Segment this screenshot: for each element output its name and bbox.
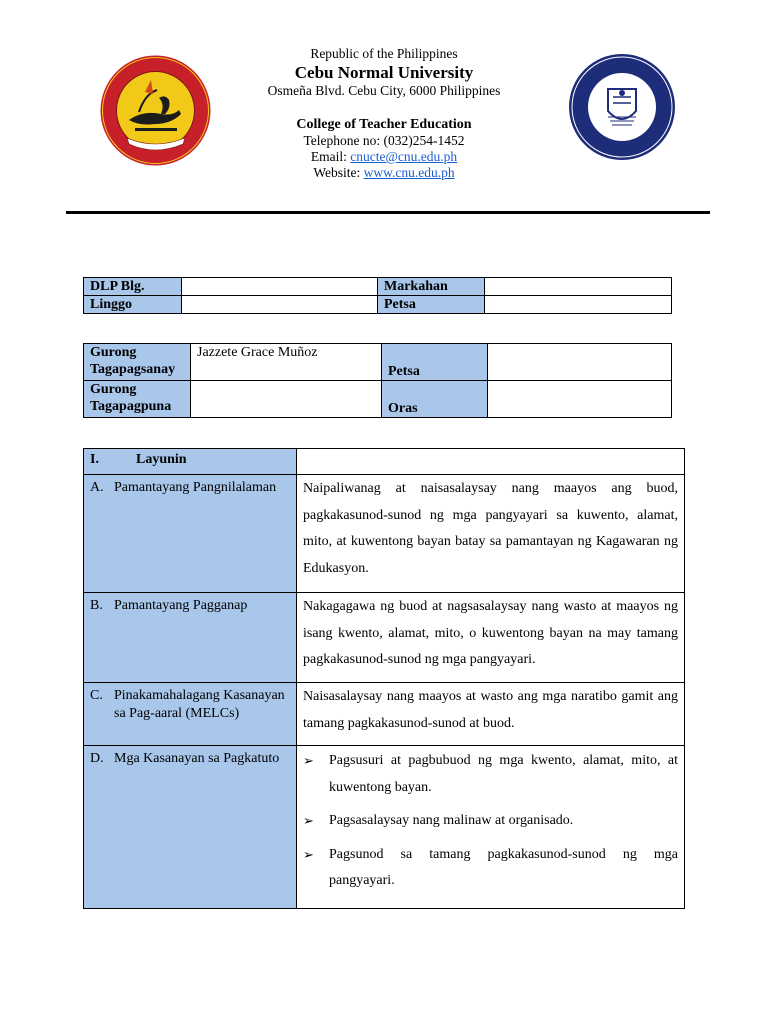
arrow-bullet-icon: ➢ xyxy=(303,753,314,768)
row-letter: B. xyxy=(90,598,103,613)
header-rule xyxy=(66,211,710,214)
table-row xyxy=(84,475,685,593)
table-row xyxy=(84,593,685,683)
arrow-bullet-icon: ➢ xyxy=(303,846,314,862)
row-label-text: Pinakamahalagang Kasanayan sa Pag-aaral (MELCs) xyxy=(114,688,285,721)
row-body xyxy=(297,746,685,909)
gurong-tagapagsanay-value: Jazzete Grace Muñoz xyxy=(191,344,382,381)
section-title: Layunin xyxy=(136,452,187,467)
row-letter: C. xyxy=(90,688,103,703)
college-name: College of Teacher Education xyxy=(296,117,472,132)
teacher-info-table xyxy=(83,343,672,418)
row-body: Naisasalaysay nang maayos at wasto ang mga naratibo gamit ang tamang pagkakasunod-sunod at buod. xyxy=(297,683,685,746)
arrow-bullet-icon: ➢ xyxy=(303,813,314,828)
letterhead xyxy=(200,46,568,181)
row-label xyxy=(84,593,297,683)
email-line xyxy=(200,149,568,165)
dlp-info-table xyxy=(83,277,672,314)
linggo-value xyxy=(182,296,378,314)
markahan-value xyxy=(485,278,672,296)
college-of-teacher-education-seal xyxy=(568,53,676,161)
list-item xyxy=(303,748,678,801)
oras-value xyxy=(488,381,672,418)
gurong-tagapagpuna-label: Gurong Tagapagpuna xyxy=(84,381,191,418)
row-label-text: Mga Kasanayan sa Pagkatuto xyxy=(114,751,280,766)
list-item-text: Pagsasalaysay nang malinaw at organisado. xyxy=(329,813,574,828)
list-item xyxy=(303,808,678,835)
row-letter: D. xyxy=(90,751,104,766)
petsa-value xyxy=(488,344,672,381)
row-body: Naipaliwanag at naisasalaysay nang maayos ang buod, pagkakasunod-sunod ng mga pangyayari sa kuwento, alamat, mito, at kuwentong bayan batay sa pamantayan ng Kagawaran ng Edukasyon. xyxy=(297,475,685,593)
petsa-label: Petsa xyxy=(378,296,485,314)
row-label-text: Pamantayang Pangnilalaman xyxy=(114,480,277,495)
table-row xyxy=(84,449,685,475)
table-row xyxy=(84,746,685,909)
republic-line: Republic of the Philippines xyxy=(310,46,458,61)
table-row xyxy=(84,381,672,418)
row-label-text: Pamantayang Pagganap xyxy=(114,598,248,613)
telephone-line: Telephone no: (032)254-1452 xyxy=(303,133,465,148)
website-line xyxy=(200,165,568,181)
petsa-label: Petsa xyxy=(382,344,488,381)
email-link[interactable]: cnucte@cnu.edu.ph xyxy=(350,149,458,164)
university-name: Cebu Normal University xyxy=(294,63,474,82)
gurong-tagapagsanay-label: Gurong Tagapagsanay xyxy=(84,344,191,381)
section-number: I. xyxy=(90,452,99,467)
petsa-value xyxy=(485,296,672,314)
table-row xyxy=(84,683,685,746)
linggo-label: Linggo xyxy=(84,296,182,314)
dlp-blg-label: DLP Blg. xyxy=(84,278,182,296)
list-item xyxy=(303,842,678,895)
row-label xyxy=(84,683,297,746)
section-header-blank xyxy=(297,449,685,475)
website-link[interactable]: www.cnu.edu.ph xyxy=(363,165,455,180)
university-address: Osmeña Blvd. Cebu City, 6000 Philippines xyxy=(267,83,501,98)
website-label: Website: xyxy=(313,165,361,180)
dlp-blg-value xyxy=(182,278,378,296)
table-row xyxy=(84,296,672,314)
row-body: Nakagagawa ng buod at nagsasalaysay nang wasto at maayos ng isang kwento, alamat, mito, o kuwentong bayan na may tamang pagkakasunod-sunod ng mga pangyayari. xyxy=(297,593,685,683)
list-item-text: Pagsunod sa tamang pagkakasunod-sunod ng mga pangyayari. xyxy=(329,846,678,888)
section-header xyxy=(84,449,297,475)
list-item-text: Pagsusuri at pagbubuod ng mga kwento, alamat, mito, at kuwentong bayan. xyxy=(329,753,678,795)
competency-list xyxy=(303,748,678,895)
table-row xyxy=(84,344,672,381)
oras-label: Oras xyxy=(382,381,488,418)
gurong-tagapagpuna-value xyxy=(191,381,382,418)
layunin-table xyxy=(83,448,685,909)
row-label xyxy=(84,746,297,909)
table-row xyxy=(84,278,672,296)
row-letter: A. xyxy=(90,480,104,495)
row-label xyxy=(84,475,297,593)
markahan-label: Markahan xyxy=(378,278,485,296)
cebu-normal-university-seal xyxy=(99,54,212,167)
email-label: Email: xyxy=(310,149,347,164)
